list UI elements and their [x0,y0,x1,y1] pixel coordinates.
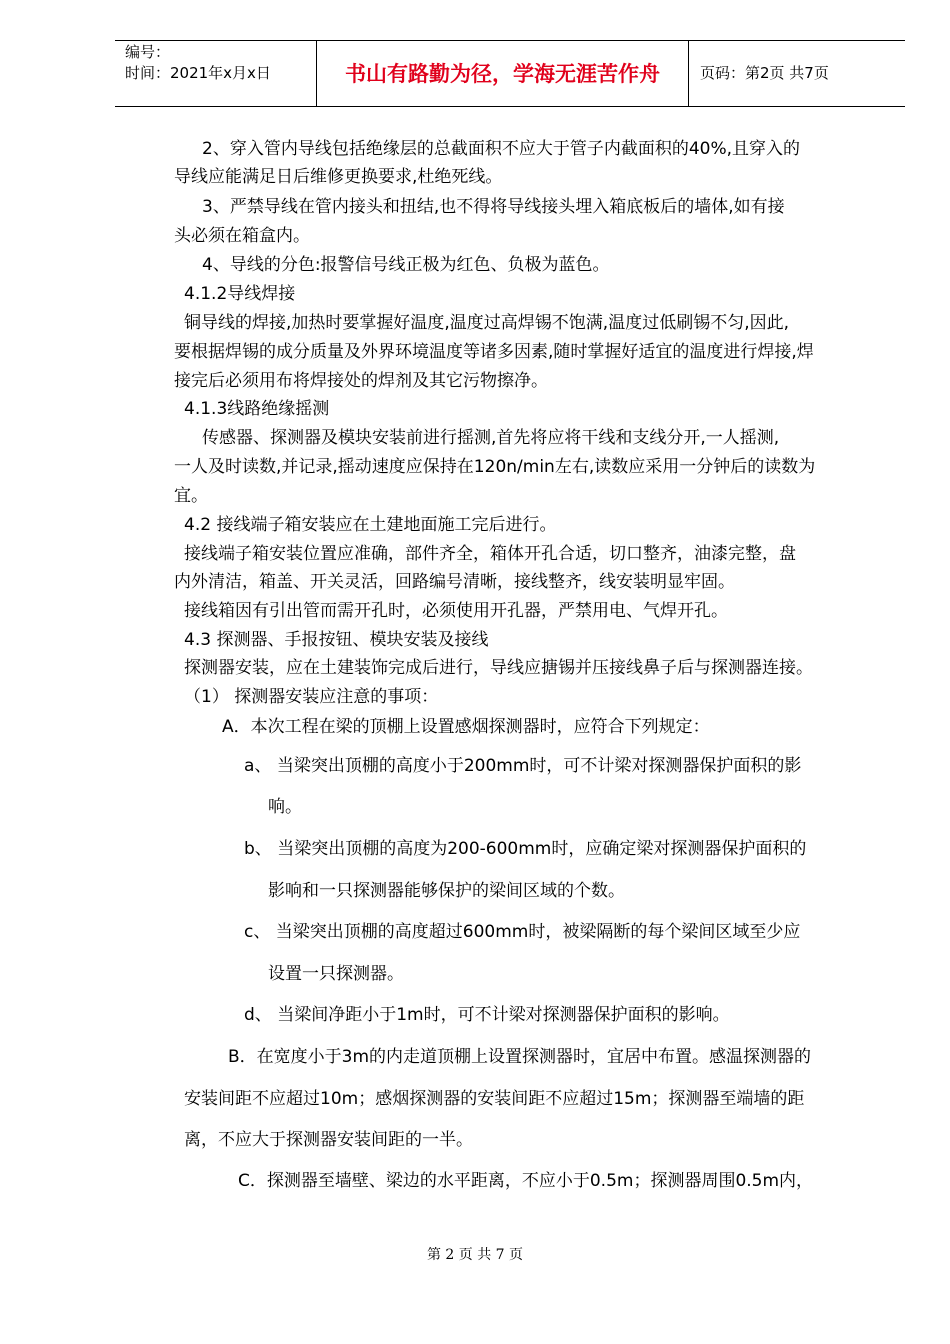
document-time-label: 时间：2021年x月x日 [125,64,271,82]
header-motto: 书山有路勤为径，学海无涯苦作舟 [316,41,689,106]
section-heading: 4.3 探测器、手报按钮、模块安装及接线 [184,630,489,650]
list-item: d、 当梁间净距小于1m时，可不计梁对探测器保护面积的影响。 [244,1005,730,1025]
body-line: 接完后必须用布将焊接处的焊剂及其它污物擦净。 [174,371,548,391]
list-item-continuation: 安装间距不应超过10m；感烟探测器的安装间距不应超过15m；探测器至端墙的距 [184,1089,805,1109]
list-item-continuation: 影响和一只探测器能够保护的梁间区域的个数。 [268,881,625,901]
list-heading: （1） 探测器安装应注意的事项： [184,687,439,707]
list-item: c、 当梁突出顶棚的高度超过600mm时，被梁隔断的每个梁间区域至少应 [244,922,801,942]
body-line: 接线箱因有引出管而需开孔时，必须使用开孔器，严禁用电、气焊开孔。 [184,601,728,621]
list-item: a、 当梁突出顶棚的高度小于200mm时，可不计梁对探测器保护面积的影 [244,756,802,776]
header-info-cell [115,41,315,106]
section-heading: 4.1.2导线焊接 [184,284,296,304]
list-item: C．探测器至墙壁、梁边的水平距离，不应小于0.5m；探测器周围0.5m内， [238,1171,814,1191]
document-number-label: 编号： [125,43,171,61]
body-line: 2、穿入管内导线包括绝缘层的总截面积不应大于管子内截面积的40%,且穿入的 [202,139,801,159]
body-line: 探测器安装，应在土建装饰完成后进行，导线应搪锡并压接线鼻子后与探测器连接。 [184,658,813,678]
body-line: 铜导线的焊接,加热时要掌握好温度,温度过高焊锡不饱满,温度过低刷锡不匀,因此, [184,313,790,333]
body-line: 接线端子箱安装位置应准确，部件齐全，箱体开孔合适，切口整齐，油漆完整，盘 [184,544,796,564]
list-item: B．在宽度小于3m的内走道顶棚上设置探测器时，宜居中布置。感温探测器的 [228,1047,812,1067]
body-line: 宜。 [174,486,208,506]
page-footer: 第 2 页 共 7 页 [426,1247,524,1263]
page-header [115,40,905,107]
body-line: 传感器、探测器及模块安装前进行摇测,首先将应将干线和支线分开,一人摇测, [202,428,780,448]
list-item: A．本次工程在梁的顶棚上设置感烟探测器时，应符合下列规定： [222,717,710,737]
body-line: 3、严禁导线在管内接头和扭结,也不得将导线接头埋入箱底板后的墙体,如有接 [202,197,785,217]
list-item-continuation: 离，不应大于探测器安装间距的一半。 [184,1130,473,1150]
body-line: 导线应能满足日后维修更换要求,杜绝死线。 [174,167,503,187]
body-line: 头必须在箱盒内。 [174,226,310,246]
body-line: 4、导线的分色:报警信号线正极为红色、负极为蓝色。 [202,255,610,275]
list-item-continuation: 设置一只探测器。 [268,964,404,984]
section-heading: 4.1.3线路绝缘摇测 [184,399,330,419]
body-line: 要根据焊锡的成分质量及外界环境温度等诸多因素,随时掌握好适宜的温度进行焊接,焊 [174,342,814,362]
section-heading: 4.2 接线端子箱安装应在土建地面施工完后进行。 [184,515,557,535]
list-item: b、 当梁突出顶棚的高度为200-600mm时，应确定梁对探测器保护面积的 [244,839,807,859]
header-page-number: 页码：第2页 共7页 [700,64,829,82]
body-line: 一人及时读数,并记录,摇动速度应保持在120n/min左右,读数应采用一分钟后的读数为 [174,457,816,477]
body-line: 内外清洁，箱盖、开关灵活，回路编号清晰，接线整齐，线安装明显牢固。 [174,572,735,592]
list-item-continuation: 响。 [268,797,302,817]
